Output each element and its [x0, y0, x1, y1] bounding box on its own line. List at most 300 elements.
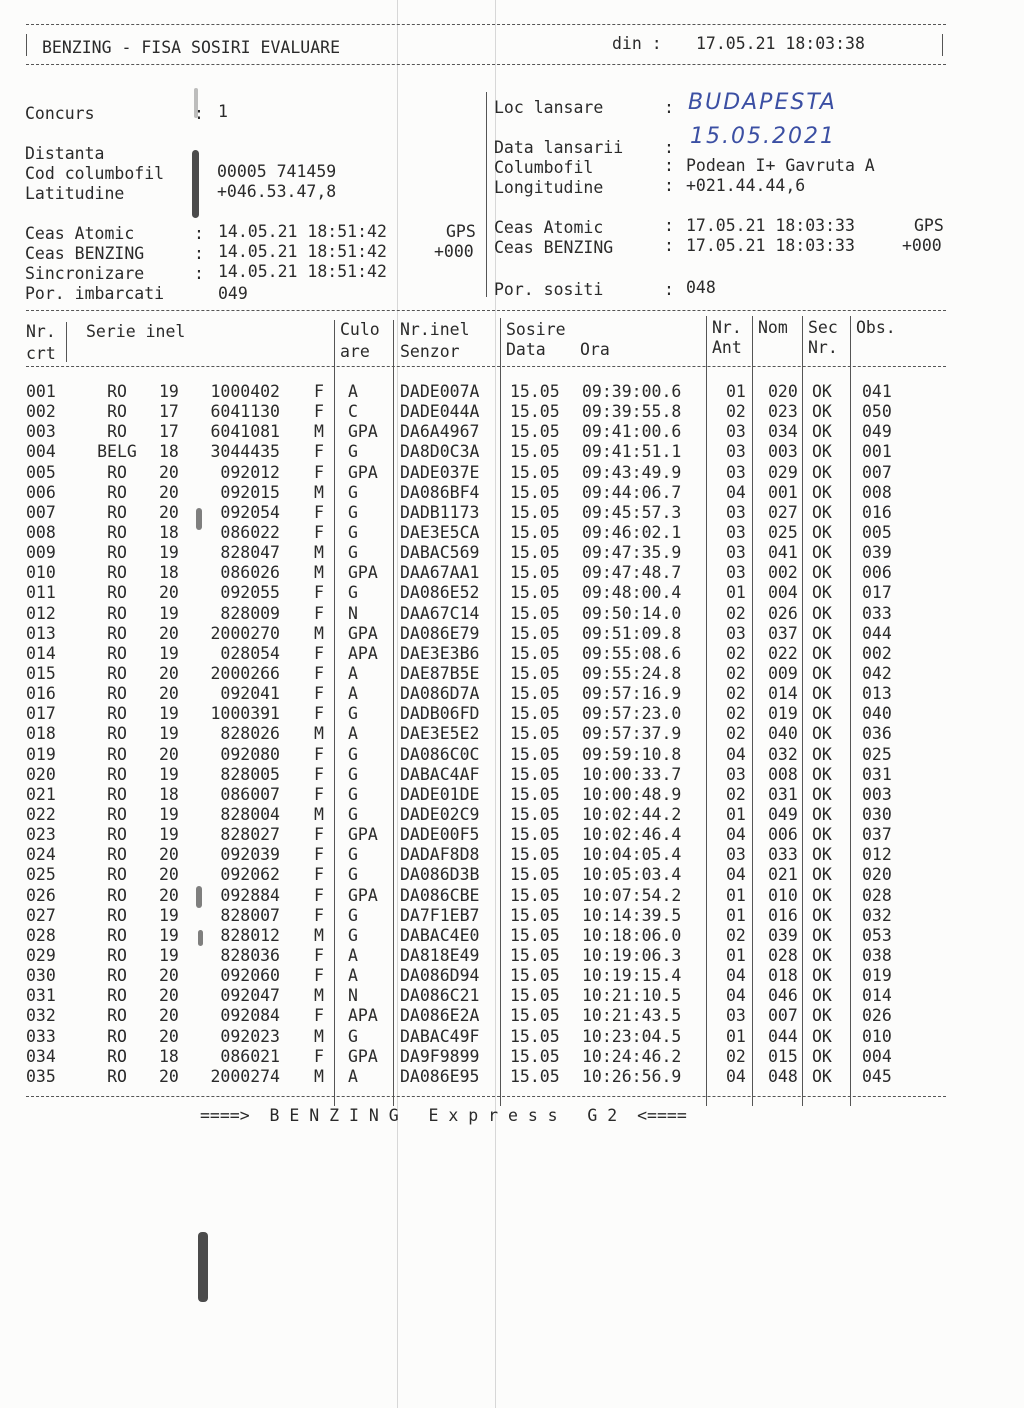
- por-sositi-colon: :: [664, 280, 674, 299]
- cell-senzor: DAE3E5E2: [400, 724, 480, 744]
- cell-data: 15.05: [510, 885, 560, 905]
- cell-nr: 002: [26, 402, 56, 422]
- cell-serie: 1000402: [210, 382, 280, 401]
- cell-data: 15.05: [510, 945, 560, 965]
- cell-col: G: [348, 865, 358, 885]
- cell-ora: 09:51:09.8: [582, 623, 682, 643]
- cell-ora: 10:18:06.0: [582, 925, 682, 945]
- cell-an: 20: [159, 1066, 179, 1086]
- cell-an: 17: [159, 402, 179, 422]
- cell-sex: F: [314, 462, 324, 482]
- cell-ora: 09:50:14.0: [582, 603, 682, 623]
- cell-sec: OK: [812, 502, 832, 522]
- cell-serie: 6041081: [210, 422, 280, 442]
- cell-ant: 01: [726, 905, 746, 925]
- cell-sec: OK: [812, 583, 832, 603]
- cell-obs: 038: [862, 945, 892, 965]
- cell-col: GPA: [348, 462, 378, 482]
- report-date-value: 17.05.21 18:03:38: [696, 34, 865, 53]
- cell-serie: 828005: [220, 764, 280, 784]
- cell-sex: M: [314, 1026, 324, 1046]
- cell-an: 19: [159, 905, 179, 925]
- cell-ant: 03: [726, 563, 746, 583]
- cell-nom: 046: [768, 986, 798, 1006]
- cell-data: 15.05: [510, 502, 560, 522]
- cell-col: G: [348, 502, 358, 522]
- cell-nr: 028: [26, 925, 56, 945]
- cell-sec: OK: [812, 945, 832, 965]
- cell-data: 15.05: [510, 804, 560, 824]
- cell-ant: 03: [726, 764, 746, 784]
- cell-col: A: [348, 966, 358, 986]
- cell-nr: 006: [26, 482, 56, 502]
- cell-ora: 10:19:06.3: [582, 945, 682, 965]
- cell-senzor: DADB06FD: [400, 704, 480, 724]
- cell-senzor: DABAC4E0: [400, 925, 480, 945]
- th-data: Data: [506, 340, 546, 359]
- cell-ant: 02: [726, 1046, 746, 1066]
- cell-ant: 02: [726, 724, 746, 744]
- cell-nom: 018: [768, 966, 798, 986]
- cell-ctry: RO: [107, 704, 127, 724]
- cell-col: G: [348, 543, 358, 563]
- cell-col: GPA: [348, 623, 378, 643]
- cell-col: G: [348, 804, 358, 824]
- header-bottom-rule: [26, 64, 946, 65]
- cell-serie: 092039: [220, 845, 280, 865]
- cell-nom: 019: [768, 704, 798, 724]
- cell-ora: 10:21:43.5: [582, 1006, 682, 1026]
- cell-col: G: [348, 845, 358, 865]
- cell-nom: 020: [768, 382, 798, 401]
- cell-sec: OK: [812, 1026, 832, 1046]
- cell-sex: F: [314, 744, 324, 764]
- cell-data: 15.05: [510, 1046, 560, 1066]
- cell-senzor: DA086D94: [400, 966, 480, 986]
- cell-ant: 01: [726, 382, 746, 401]
- ceas-benzing-right-value: 17.05.21 18:03:33: [686, 236, 855, 255]
- cell-sec: OK: [812, 1046, 832, 1066]
- cell-serie: 086022: [220, 522, 280, 542]
- cell-sec: OK: [812, 1066, 832, 1086]
- cell-sex: F: [314, 603, 324, 623]
- concurs-value: 1: [218, 102, 228, 121]
- cell-ctry: RO: [107, 603, 127, 623]
- cell-nom: 014: [768, 684, 798, 704]
- cell-nr: 012: [26, 603, 56, 623]
- cell-ctry: RO: [107, 462, 127, 482]
- cell-col: A: [348, 1066, 358, 1086]
- cell-data: 15.05: [510, 603, 560, 623]
- cell-col: APA: [348, 1006, 378, 1026]
- cell-data: 15.05: [510, 744, 560, 764]
- cell-obs: 050: [862, 402, 892, 422]
- cell-nom: 027: [768, 502, 798, 522]
- cell-an: 19: [159, 603, 179, 623]
- cell-ora: 09:57:16.9: [582, 684, 682, 704]
- cell-sec: OK: [812, 1006, 832, 1026]
- concurs-colon: :: [194, 104, 204, 123]
- cell-nr: 033: [26, 1026, 56, 1046]
- cell-sec: OK: [812, 603, 832, 623]
- cell-obs: 005: [862, 522, 892, 542]
- cell-ora: 10:26:56.9: [582, 1066, 682, 1086]
- cell-col: G: [348, 442, 358, 462]
- cell-nom: 010: [768, 885, 798, 905]
- cell-nom: 023: [768, 402, 798, 422]
- cell-ctry: RO: [107, 502, 127, 522]
- loc-lansare-colon: :: [664, 98, 674, 117]
- cell-serie: 092060: [220, 966, 280, 986]
- cell-sex: M: [314, 804, 324, 824]
- cell-obs: 016: [862, 502, 892, 522]
- col-sep: [706, 316, 707, 1106]
- header-right-border: [942, 34, 943, 56]
- cell-data: 15.05: [510, 402, 560, 422]
- cell-data: 15.05: [510, 1026, 560, 1046]
- cell-obs: 045: [862, 1066, 892, 1086]
- cell-obs: 032: [862, 905, 892, 925]
- cell-sec: OK: [812, 482, 832, 502]
- cell-obs: 030: [862, 804, 892, 824]
- cell-senzor: DAE3E3B6: [400, 643, 480, 663]
- cell-serie: 092047: [220, 986, 280, 1006]
- cell-an: 20: [159, 1026, 179, 1046]
- cell-nr: 034: [26, 1046, 56, 1066]
- cell-nom: 044: [768, 1026, 798, 1046]
- cell-an: 20: [159, 845, 179, 865]
- cell-serie: 028054: [220, 643, 280, 663]
- th-sec: Sec: [808, 318, 838, 337]
- cell-nom: 032: [768, 744, 798, 764]
- scan-fold-line: [495, 0, 496, 1408]
- cell-nr: 026: [26, 885, 56, 905]
- cell-serie: 092012: [220, 462, 280, 482]
- cell-ora: 10:02:44.2: [582, 804, 682, 824]
- ceas-atomic-left-colon: :: [194, 224, 204, 243]
- cell-senzor: DA086E52: [400, 583, 480, 603]
- cell-data: 15.05: [510, 643, 560, 663]
- cell-nom: 008: [768, 764, 798, 784]
- ceas-benzing-right-suffix: +000: [902, 236, 942, 255]
- cell-an: 18: [159, 522, 179, 542]
- cell-col: G: [348, 1026, 358, 1046]
- data-lansarii-handwritten: 15.05.2021: [690, 124, 836, 149]
- cell-ora: 10:00:33.7: [582, 764, 682, 784]
- cell-obs: 006: [862, 563, 892, 583]
- cell-ora: 10:23:04.5: [582, 1026, 682, 1046]
- ceas-atomic-right-value: 17.05.21 18:03:33: [686, 216, 855, 235]
- report-title: BENZING - FISA SOSIRI EVALUARE: [42, 38, 341, 57]
- cell-an: 18: [159, 784, 179, 804]
- cell-senzor: DA086E2A: [400, 1006, 480, 1026]
- cell-col: G: [348, 784, 358, 804]
- cell-ant: 04: [726, 825, 746, 845]
- cell-nr: 030: [26, 966, 56, 986]
- col-sep: [752, 316, 753, 1106]
- cell-nom: 015: [768, 1046, 798, 1066]
- th-sec-nr: Nr.: [808, 338, 838, 357]
- cell-ctry: RO: [107, 583, 127, 603]
- cell-sex: F: [314, 704, 324, 724]
- por-imbarcati-label: Por. imbarcati: [25, 284, 165, 303]
- cell-sex: F: [314, 1046, 324, 1066]
- report-date-label: din :: [612, 34, 662, 53]
- cell-obs: 031: [862, 764, 892, 784]
- cell-senzor: DAA67C14: [400, 603, 480, 623]
- cell-nr: 016: [26, 684, 56, 704]
- cell-an: 20: [159, 885, 179, 905]
- cell-obs: 028: [862, 885, 892, 905]
- cell-obs: 037: [862, 825, 892, 845]
- cell-senzor: DABAC4AF: [400, 764, 480, 784]
- cell-ant: 02: [726, 925, 746, 945]
- header-top-rule: [26, 24, 946, 25]
- cell-nom: 048: [768, 1066, 798, 1086]
- cell-nom: 041: [768, 543, 798, 563]
- cell-obs: 033: [862, 603, 892, 623]
- cell-ctry: RO: [107, 1066, 127, 1086]
- cell-senzor: DA7F1EB7: [400, 905, 480, 925]
- cell-sec: OK: [812, 925, 832, 945]
- cell-sec: OK: [812, 986, 832, 1006]
- cell-sex: M: [314, 563, 324, 583]
- cell-data: 15.05: [510, 704, 560, 724]
- cell-nom: 025: [768, 522, 798, 542]
- cell-sec: OK: [812, 966, 832, 986]
- cell-sec: OK: [812, 623, 832, 643]
- por-imbarcati-value: 049: [218, 284, 248, 303]
- cell-senzor: DADAF8D8: [400, 845, 480, 865]
- cell-data: 15.05: [510, 905, 560, 925]
- cell-data: 15.05: [510, 1006, 560, 1026]
- columbofil-colon: :: [664, 156, 674, 175]
- cell-ctry: RO: [107, 543, 127, 563]
- cell-nom: 016: [768, 905, 798, 925]
- ceas-benzing-left-colon: :: [194, 244, 204, 263]
- table-header-top-rule: [26, 310, 946, 311]
- th-obs: Obs.: [856, 318, 896, 337]
- cell-obs: 042: [862, 663, 892, 683]
- cell-ctry: RO: [107, 825, 127, 845]
- cell-ant: 04: [726, 744, 746, 764]
- cell-an: 20: [159, 583, 179, 603]
- cell-serie: 828047: [220, 543, 280, 563]
- cell-an: 19: [159, 382, 179, 401]
- cell-ant: 03: [726, 442, 746, 462]
- cell-data: 15.05: [510, 482, 560, 502]
- cell-data: 15.05: [510, 845, 560, 865]
- cell-nr: 024: [26, 845, 56, 865]
- col-sep: [393, 320, 394, 1106]
- cell-serie: 092023: [220, 1026, 280, 1046]
- ceas-benzing-right-colon: :: [664, 236, 674, 255]
- sincronizare-value: 14.05.21 18:51:42: [218, 262, 387, 281]
- cell-ora: 10:14:39.5: [582, 905, 682, 925]
- cell-nr: 020: [26, 764, 56, 784]
- scan-fold-line: [397, 0, 398, 1408]
- cod-columbofil-value: 00005 741459: [217, 162, 337, 181]
- cell-sex: F: [314, 382, 324, 401]
- cell-col: G: [348, 925, 358, 945]
- cell-obs: 004: [862, 1046, 892, 1066]
- cell-nr: 014: [26, 643, 56, 663]
- cell-sex: F: [314, 442, 324, 462]
- cell-ant: 03: [726, 502, 746, 522]
- cell-nr: 031: [26, 986, 56, 1006]
- cell-data: 15.05: [510, 825, 560, 845]
- cell-nom: 022: [768, 643, 798, 663]
- cell-ctry: RO: [107, 986, 127, 1006]
- cell-ant: 03: [726, 522, 746, 542]
- cod-columbofil-label: Cod columbofil: [25, 164, 165, 183]
- cell-ora: 09:41:51.1: [582, 442, 682, 462]
- cell-col: N: [348, 986, 358, 1006]
- cell-ant: 02: [726, 603, 746, 623]
- cell-ora: 10:00:48.9: [582, 784, 682, 804]
- cell-ctry: RO: [107, 784, 127, 804]
- cell-ora: 10:05:03.4: [582, 865, 682, 885]
- cell-nr: 008: [26, 522, 56, 542]
- cell-sec: OK: [812, 663, 832, 683]
- cell-ant: 01: [726, 945, 746, 965]
- cell-serie: 092884: [220, 885, 280, 905]
- cell-col: GPA: [348, 1046, 378, 1066]
- cell-sec: OK: [812, 382, 832, 401]
- cell-ctry: RO: [107, 966, 127, 986]
- cell-data: 15.05: [510, 764, 560, 784]
- cell-nom: 004: [768, 583, 798, 603]
- cell-ant: 03: [726, 845, 746, 865]
- cell-sex: M: [314, 724, 324, 744]
- ceas-atomic-right-label: Ceas Atomic: [494, 218, 604, 237]
- cell-nom: 049: [768, 804, 798, 824]
- th-nom: Nom: [758, 318, 788, 337]
- cell-ctry: RO: [107, 663, 127, 683]
- th-culo: Culo: [340, 320, 380, 339]
- cell-ant: 01: [726, 804, 746, 824]
- cell-obs: 053: [862, 925, 892, 945]
- cell-nom: 006: [768, 825, 798, 845]
- cell-sex: M: [314, 986, 324, 1006]
- cell-data: 15.05: [510, 462, 560, 482]
- cell-senzor: DA6A4967: [400, 422, 480, 442]
- cell-sex: F: [314, 684, 324, 704]
- cell-senzor: DA086E95: [400, 1066, 480, 1086]
- cell-sex: M: [314, 543, 324, 563]
- cell-sec: OK: [812, 865, 832, 885]
- loc-lansare-handwritten: BUDAPESTA: [688, 90, 837, 115]
- cell-data: 15.05: [510, 966, 560, 986]
- cell-obs: 007: [862, 462, 892, 482]
- latitudine-label: Latitudine: [25, 184, 125, 203]
- cell-ant: 04: [726, 1066, 746, 1086]
- cell-senzor: DABAC49F: [400, 1026, 480, 1046]
- cell-sex: M: [314, 422, 324, 442]
- cell-nom: 021: [768, 865, 798, 885]
- col-sep: [334, 320, 335, 1106]
- cell-serie: 1000391: [210, 704, 280, 724]
- cell-senzor: DA086E79: [400, 623, 480, 643]
- sincronizare-label: Sincronizare: [25, 264, 145, 283]
- cell-obs: 008: [862, 482, 892, 502]
- cell-an: 19: [159, 724, 179, 744]
- cell-an: 20: [159, 986, 179, 1006]
- cell-nom: 007: [768, 1006, 798, 1026]
- cell-nr: 035: [26, 1066, 56, 1086]
- cell-obs: 049: [862, 422, 892, 442]
- ceas-atomic-right-colon: :: [664, 216, 674, 235]
- cell-sec: OK: [812, 744, 832, 764]
- cell-obs: 002: [862, 643, 892, 663]
- cell-sex: M: [314, 925, 324, 945]
- col-sep: [66, 322, 67, 362]
- cell-senzor: DA086C0C: [400, 744, 480, 764]
- cell-data: 15.05: [510, 563, 560, 583]
- cell-ctry: RO: [107, 563, 127, 583]
- cell-ctry: RO: [107, 865, 127, 885]
- cell-nom: 039: [768, 925, 798, 945]
- cell-senzor: DADE01DE: [400, 784, 480, 804]
- th-crt: crt: [26, 344, 56, 363]
- cell-ora: 09:55:08.6: [582, 643, 682, 663]
- ink-smudge: [198, 1232, 208, 1302]
- cell-ctry: RO: [107, 804, 127, 824]
- cell-ora: 09:44:06.7: [582, 482, 682, 502]
- cell-col: GPA: [348, 885, 378, 905]
- cell-serie: 828009: [220, 603, 280, 623]
- ceas-atomic-left-value: 14.05.21 18:51:42: [218, 222, 387, 241]
- cell-an: 18: [159, 1046, 179, 1066]
- cell-sex: F: [314, 885, 324, 905]
- cell-obs: 041: [862, 382, 892, 401]
- cell-ctry: RO: [107, 1006, 127, 1026]
- cell-serie: 828004: [220, 804, 280, 824]
- cell-an: 19: [159, 945, 179, 965]
- th-nr-inel: Nr.inel: [400, 320, 470, 339]
- cell-col: GPA: [348, 825, 378, 845]
- cell-nr: 032: [26, 1006, 56, 1026]
- cell-sex: F: [314, 402, 324, 422]
- cell-an: 20: [159, 1006, 179, 1026]
- cell-nom: 002: [768, 563, 798, 583]
- cell-sec: OK: [812, 684, 832, 704]
- cell-serie: 092080: [220, 744, 280, 764]
- cell-an: 20: [159, 623, 179, 643]
- cell-obs: 036: [862, 724, 892, 744]
- cell-data: 15.05: [510, 382, 560, 401]
- cell-nom: 037: [768, 623, 798, 643]
- cell-data: 15.05: [510, 925, 560, 945]
- cell-col: A: [348, 945, 358, 965]
- cell-col: A: [348, 684, 358, 704]
- table-bottom-rule: [26, 1096, 946, 1097]
- cell-ora: 09:46:02.1: [582, 522, 682, 542]
- cell-an: 19: [159, 804, 179, 824]
- cell-nr: 009: [26, 543, 56, 563]
- cell-obs: 010: [862, 1026, 892, 1046]
- ceas-atomic-right-suffix: GPS: [914, 216, 944, 235]
- cell-ant: 02: [726, 663, 746, 683]
- cell-an: 20: [159, 462, 179, 482]
- cell-sec: OK: [812, 442, 832, 462]
- cell-nr: 018: [26, 724, 56, 744]
- cell-ctry: RO: [107, 684, 127, 704]
- cell-obs: 017: [862, 583, 892, 603]
- por-sositi-value: 048: [686, 278, 716, 297]
- cell-ora: 09:43:49.9: [582, 462, 682, 482]
- table-header-bottom-rule: [26, 366, 946, 367]
